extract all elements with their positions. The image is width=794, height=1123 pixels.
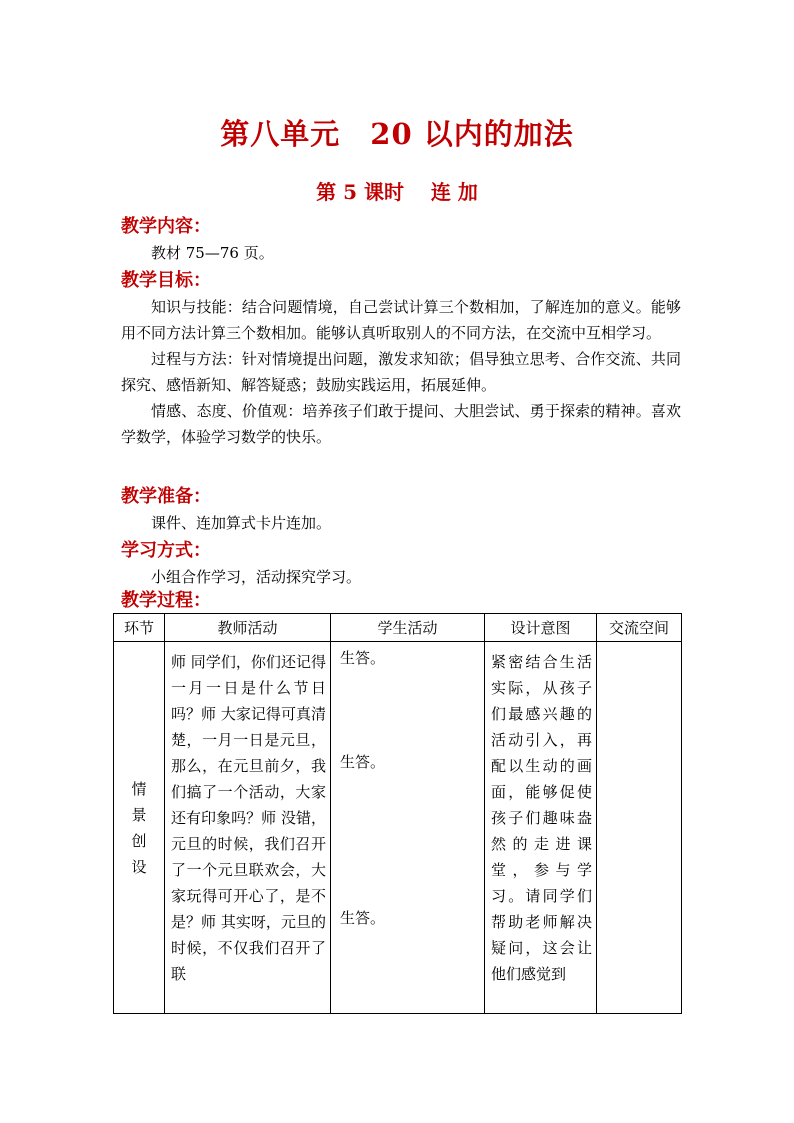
section-method: [121, 538, 681, 590]
lesson-subtitle: 第 5 课时 连 加: [316, 180, 478, 204]
column-header: 学生活动: [331, 614, 485, 642]
teacher-activity-cell: 师 同学们，你们还记得一月一日是什么节日吗？师 大家记得可真清楚，一月一日是元旦，那么，在元旦前夕，我们搞了一个活动，大家还有印象吗？师 没错，元旦的时候，我们召开了一个元旦联欢会，大家玩得可开心了，是不是？师 其实呀，元旦的时候，不仅我们召开了联: [165, 642, 331, 1014]
section-goals: [121, 268, 681, 450]
section-heading-prep: 教学准备：: [121, 486, 211, 507]
section-heading-method: 学习方式：: [121, 540, 211, 561]
section-content: [121, 214, 681, 266]
section-prep: [121, 484, 681, 536]
student-answer: 生答。: [340, 649, 386, 667]
stage-char: 景: [131, 805, 147, 824]
table-header-row: [114, 614, 682, 642]
method-text: 小组合作学习，活动探究学习。: [151, 568, 362, 586]
column-header: 环节: [114, 614, 165, 642]
section-heading-content: 教学内容：: [121, 216, 211, 237]
section-process: [121, 588, 681, 614]
column-header: 设计意图: [485, 614, 597, 642]
design-intent-cell: 紧密结合生活实际，从孩子们最感兴趣的活动引入，再配以生动的画面，能够促使孩子们趣味盎然的走进课堂，参与学习。请同学们帮助老师解决疑问，这会让他们感觉到: [485, 642, 597, 1014]
goal-item: 知识与技能：结合问题情境，自己尝试计算三个数相加，了解连加的意义。能够用不同方法计算三个数相加。能够认真听取别人的不同方法，在交流中互相学习。: [121, 298, 681, 342]
prep-text: 课件、连加算式卡片连加。: [151, 514, 332, 532]
table-row: [114, 642, 682, 1014]
student-answer: 生答。: [340, 909, 386, 927]
content-text: 教材 75—76 页。: [151, 244, 274, 262]
page-title: 第八单元 20 以内的加法: [220, 117, 574, 151]
stage-cell: [114, 642, 165, 1014]
column-header: 教师活动: [165, 614, 331, 642]
column-header: 交流空间: [597, 614, 682, 642]
section-heading-process: 教学过程：: [121, 590, 211, 611]
stage-char: 情: [131, 779, 147, 798]
student-activity-cell: [331, 642, 485, 1014]
goal-item: 情感、态度、价值观：培养孩子们敢于提问、大胆尝试、勇于探索的精神。喜欢学数学，体验学习数学的快乐。: [121, 402, 681, 446]
goal-item: 过程与方法：针对情境提出问题，激发求知欲；倡导独立思考、合作交流、共同探究、感悟新知、解答疑惑；鼓励实践运用，拓展延伸。: [121, 350, 681, 394]
process-table: [113, 613, 682, 1014]
exchange-space-cell[interactable]: [597, 642, 682, 1014]
stage-char: 创: [131, 831, 147, 850]
student-answer: 生答。: [340, 753, 386, 771]
section-heading-goals: 教学目标：: [121, 270, 211, 291]
stage-char: 设: [131, 857, 147, 876]
